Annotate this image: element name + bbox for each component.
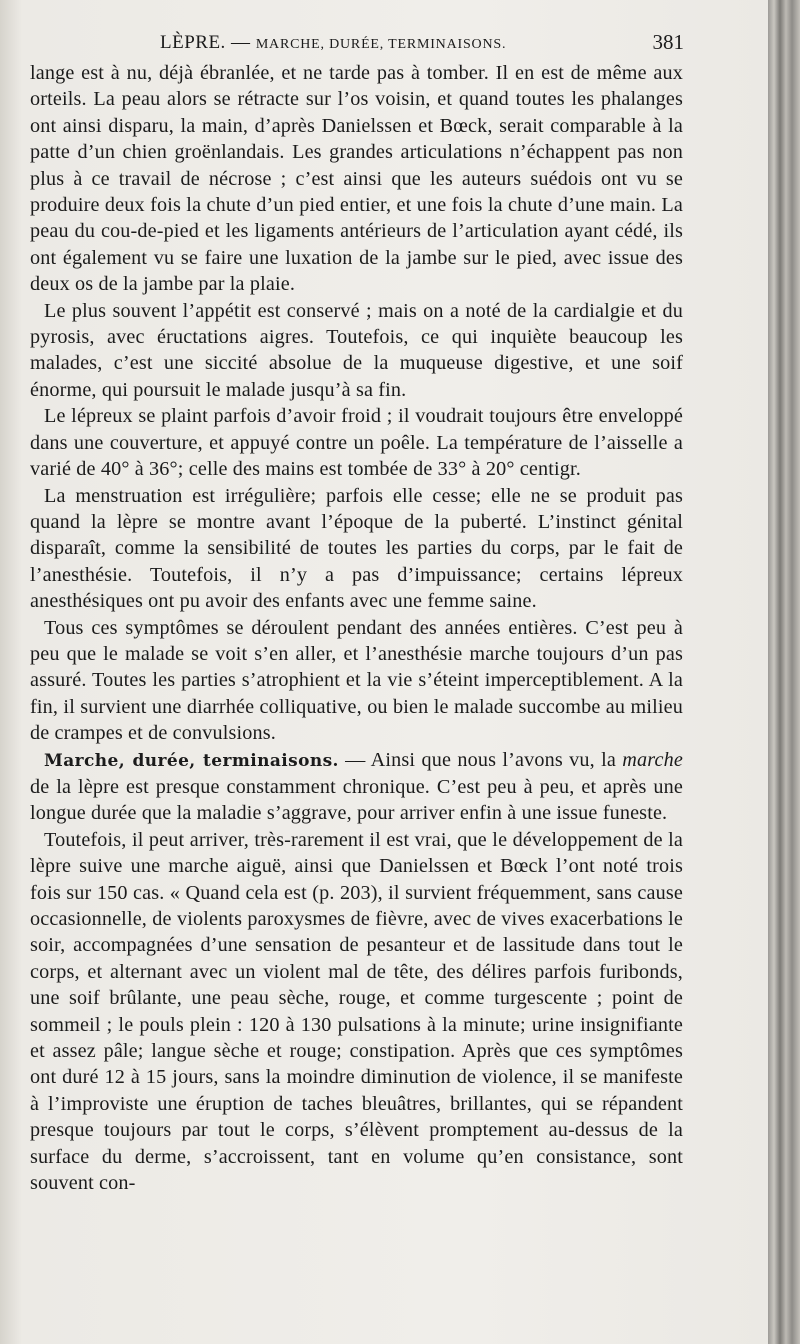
paragraph-1: lange est à nu, déjà ébranlée, et ne tarde pas à tomber. Il en est de même aux orteils. La peau alors se rétracte sur l’os voisin, et quand toutes les phalanges ont ainsi disparu, la main, d’après Danielssen et Bœck, serait comparable à la patte d’un chien groënlandais. Les grandes articulations n’échappent pas non plus à ce travail de nécrose ; c’est ainsi que les auteurs suédois ont vu se produire deux fois la chute d’un pied entier, et une fois la chute d’une main. La peau du cou-de-pied et les ligaments antérieurs de l’articulation ayant cédé, ils ont également vu se faire une luxation de la jambe sur le pied, avec issue des deux os de la jambe par la plaie. [30, 62, 683, 296]
paragraph-3: Le lépreux se plaint parfois d’avoir froid ; il voudrait toujours être enveloppé dans une couverture, et appuyé contre un poêle. La température de l’aisselle a varié de 40° à 36°; celle des mains est tombée de 33° à 20° centigr. [30, 405, 683, 481]
page-number: 381 [652, 30, 684, 54]
book-binding-edge [768, 0, 800, 1344]
paragraph-7: Toutefois, il peut arriver, très-rarement il est vrai, que le développement de la lèpre suive une marche aiguë, ainsi que Danielssen et Bœck l’ont noté trois fois sur 150 cas. « Quand cela est (p. 203), il survient fréquemment, sans cause occasionnelle, de violents paroxysmes de fièvre, avec de vives exacerbations le soir, accompagnées d’une sensation de pesanteur et de lassitude dans tout le corps, et alternant avec un violent mal de tête, des délires parfois furibonds, une soif brûlante, une peau sèche, rouge, et comme turgescente ; point de sommeil ; le pouls plein : 120 à 130 pulsations à la minute; urine insignifiante et assez pâle; langue sèche et rouge; constipation. Après que ces symptômes ont duré 12 à 15 jours, sans la moindre diminution de violence, il se manifeste à l’improviste une éruption de taches bleuâtres, brillantes, qui se répandent presque toujours par tout le corps, s’élèvent promptement au-dessus de la surface du derme, s’accroissent, tant en volume qu’en consistance, sont souvent con- [30, 828, 683, 1195]
paragraph-4: La menstruation est irrégulière; parfois elle cesse; elle ne se produit pas quand la lèpre se montre avant l’époque de la puberté. L’instinct génital disparaît, comme la sensibilité de toutes les parties du corps, par le fait de l’anesthésie. Toutefois, il n’y a pas d’impuissance; certains lépreux anesthésiques ont pu avoir des enfants avec une femme saine. [30, 484, 683, 613]
paragraph-5: Tous ces symptômes se déroulent pendant des années entières. C’est peu à peu que le malade se voit s’en aller, et l’anesthésie marche toujours d’un pas assuré. Toutes les parties s’atrophient et la vie s’éteint imperceptiblement. A la fin, il survient une diarrhée colliquative, ou bien le malade succombe au milieu de crampes et de convulsions. [30, 616, 683, 745]
body-text [30, 60, 683, 1196]
running-head-main: LÈPRE. — [160, 32, 256, 53]
italic-term: marche [622, 748, 683, 771]
paragraph-6 [30, 747, 683, 827]
paragraph-2: Le plus souvent l’appétit est conservé ; mais on a noté de la cardialgie et du pyrosis, avec éructations aigres. Toutefois, ce qui inquiète beaucoup les malades, c’est une siccité absolue de la muqueuse digestive, et une soif énorme, qui poursuit le malade jusqu’à sa fin. [30, 299, 683, 401]
page-header [160, 30, 684, 58]
paragraph-6-part-b: de la lèpre est presque constamment chronique. C’est peu à peu, et après une longue durée que la maladie s’aggrave, pour arriver enfin à une issue funeste. [30, 775, 683, 825]
section-heading: Marche, durée, terminaisons. [44, 750, 339, 771]
running-head-subtitle: MARCHE, DURÉE, TERMINAISONS. [255, 37, 507, 52]
running-head [160, 32, 506, 54]
paragraph-6-part-a: — Ainsi que nous l’avons vu, la [338, 748, 623, 771]
